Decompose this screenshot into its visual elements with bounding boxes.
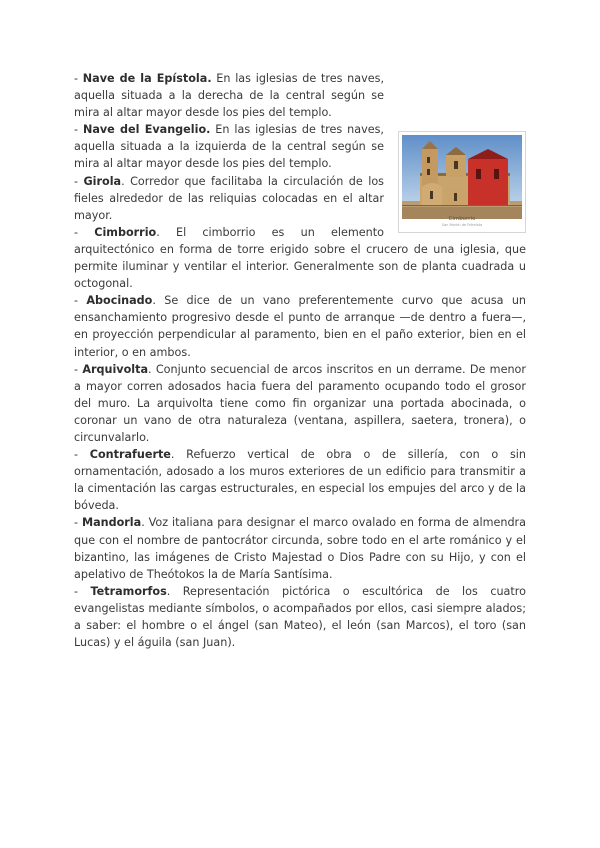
cimborrio-photo (398, 131, 526, 233)
entry-cimborrio: - Cimborrio. El cimborrio es un elemento arquitectónico en forma de torre erigido sobre el crucero de una iglesia, que permite iluminar y ventilar el interior. Generalmente son de planta cuadrada u octogonal. (74, 225, 526, 291)
definition: . Corredor que facilitaba la circulación de los fieles alrededor de las reliquias colocadas en el altar mayor. (74, 174, 385, 222)
term: Tetramorfos (90, 584, 167, 598)
entry-girola: - Girola. Corredor que facilitaba la circulación de los fieles alrededor de las reliquias colocadas en el altar mayor. (74, 174, 385, 222)
term: Abocinado (86, 294, 153, 308)
entry-arquivolta: - Arquivolta. Conjunto secuencial de arcos inscritos en un derrame. De menor a mayor corren adosados hacia fuera del paramento ocupando todo el grosor del muro. La arquivolta tiene como fin organizar una portada abocinada, o coronar un vano de otra naturaleza (ventana, aspillera, saetera, tronera), o circunvalarlo. (74, 362, 526, 444)
term: Cimborrio (94, 225, 157, 239)
photo-caption: Cimborrio San Martín de Frómista (399, 216, 525, 228)
term: Mandorla (81, 516, 142, 530)
entry-mandorla: - Mandorla. Voz italiana para designar el marco ovalado en forma de almendra que con el nombre de pantocrátor circunda, sobre todo en el arte románico y el bizantino, las imágenes de Cristo Majestad o Dios Padre con su Hijo, y con el apelativo de Theótokos la de María Santísima. (74, 516, 527, 581)
definition: En las iglesias de tres naves, aquella situada a la izquierda de la central según se mira al altar mayor desde los pies del templo. (74, 123, 384, 171)
glossary-page (74, 70, 526, 651)
entry-abocinado: - Abocinado. Se dice de un vano preferentemente curvo que acusa un ensanchamiento progresivo desde el punto de arranque —de dentro a fuera—, en proyección perpendicular al paramento, bien en el paño exterior, bien en el interior, o en ambos. (74, 294, 526, 359)
entry-contrafuerte: - Contrafuerte. Refuerzo vertical de obra o de sillería, con o sin ornamentación, adosado a los muros exteriores de un edificio para transmitir a la cimentación las cargas estructurales, en especial los empujes del arco y de la bóveda. (74, 448, 526, 513)
church-image (402, 135, 522, 219)
entry-nave-epistola: - Nave de la Epístola. En las iglesias de tres naves, aquella situada a la derecha de la central según se mira al altar mayor desde los pies del templo. (74, 72, 385, 120)
term: Nave de la Epístola. (82, 72, 212, 85)
definition: En las iglesias de tres naves, aquella situada a la derecha de la central según se mira al altar mayor desde los pies del templo. (74, 72, 385, 120)
photo-subcaption: San Martín de Frómista (441, 223, 483, 227)
definition: . Representación pictórica o escultórica de los cuatro evangelistas mediante símbolos, o acompañados por ellos, casi siempre alados; a saber: el hombre o el ángel (san Mateo), el león (san Marcos), el toro (san Lucas) y el águila (san Juan). (74, 584, 527, 650)
definition: . El cimborrio es un elemento arquitectónico en forma de torre erigido sobre el crucero de una iglesia, que permite iluminar y ventilar el interior. Generalmente son de planta cuadrada u octogonal. (74, 225, 526, 291)
term: Nave del Evangelio. (82, 123, 211, 137)
entry-tetramorfos: - Tetramorfos. Representación pictórica o escultórica de los cuatro evangelistas mediante símbolos, o acompañados por ellos, casi siempre alados; a saber: el hombre o el ángel (san Mateo), el león (san Marcos), el toro (san Lucas) y el águila (san Juan). (74, 584, 527, 650)
term: Contrafuerte (89, 448, 171, 462)
entry-nave-evangelio: - Nave del Evangelio. En las iglesias de tres naves, aquella situada a la izquierda de la central según se mira al altar mayor desde los pies del templo. (74, 123, 384, 171)
term: Arquivolta (82, 362, 149, 376)
definition: . Refuerzo vertical de obra o de sillería, con o sin ornamentación, adosado a los muros exteriores de un edificio para transmitir a la cimentación las cargas estructurales, en especial los empujes del arco y de la bóveda. (74, 448, 526, 513)
term: Girola (83, 174, 122, 188)
definition: . Voz italiana para designar el marco ovalado en forma de almendra que con el nombre de pantocrátor circunda, sobre todo en el arte románico y el bizantino, las imágenes de Cristo Majestad o Dios Padre con su Hijo, y con el apelativo de Theótokos la de María Santísima. (74, 516, 527, 581)
definition: . Se dice de un vano preferentemente curvo que acusa un ensanchamiento progresivo desde el punto de arranque —de dentro a fuera—, en proyección perpendicular al paramento, bien en el paño exterior, bien en el interior, o en ambos. (74, 294, 526, 359)
definition: . Conjunto secuencial de arcos inscritos en un derrame. De menor a mayor corren adosados hacia fuera del paramento ocupando todo el grosor del muro. La arquivolta tiene como fin organizar una portada abocinada, o coronar un vano de otra naturaleza (ventana, aspillera, saetera, tronera), o circunvalarlo. (74, 362, 526, 444)
